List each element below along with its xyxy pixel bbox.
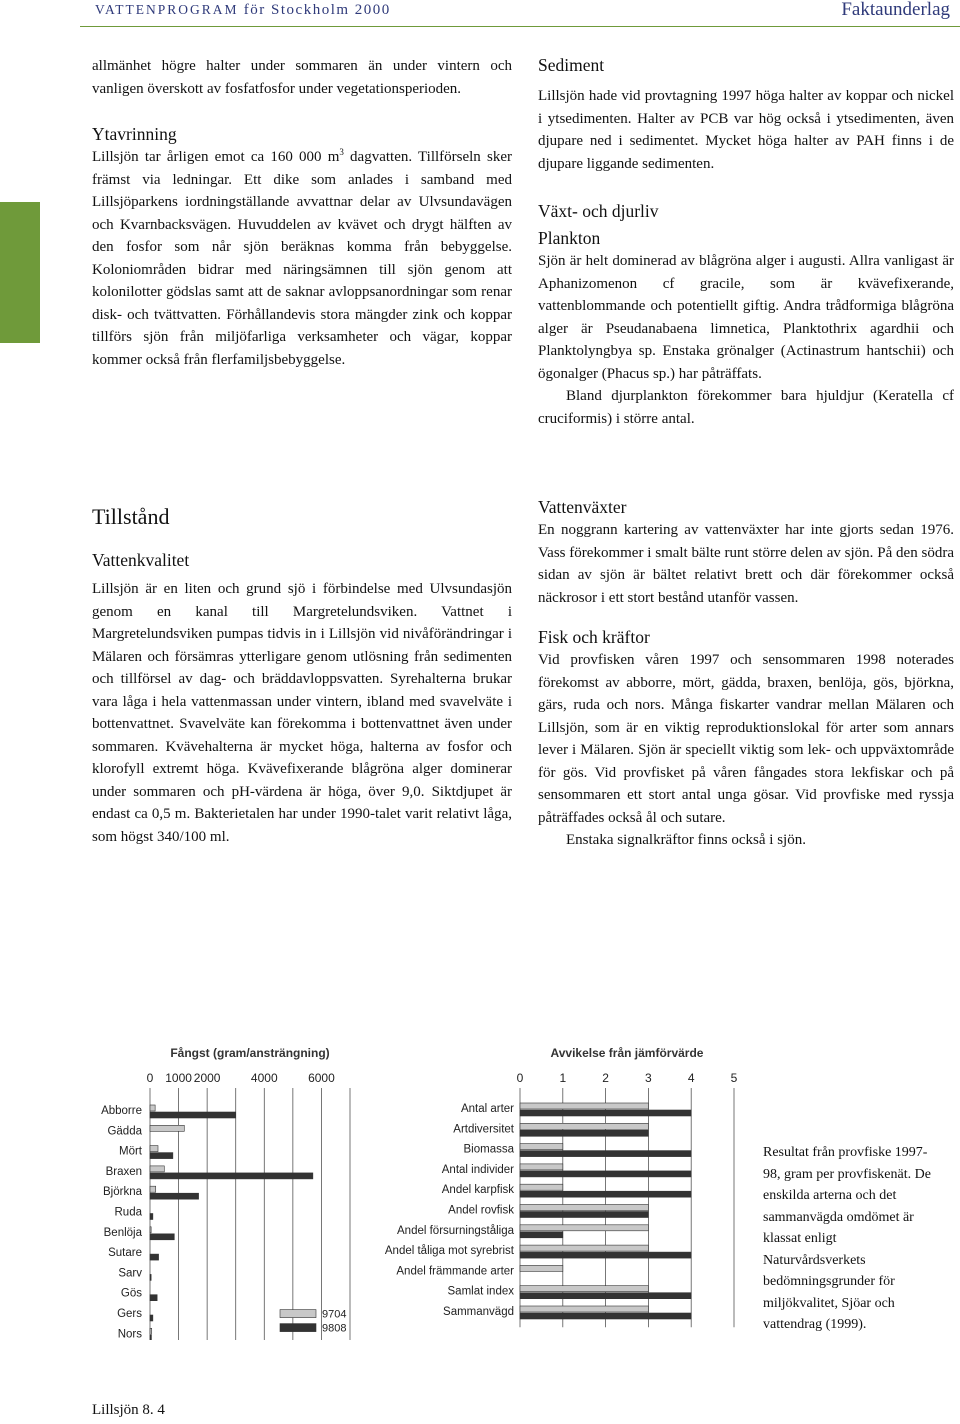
right-column	[538, 53, 954, 430]
category-label: Gädda	[107, 1125, 142, 1138]
tillstand-section	[92, 502, 512, 848]
bar-9704	[150, 1125, 184, 1131]
bar-9808	[150, 1173, 313, 1179]
bar-9704	[520, 1225, 648, 1231]
chart-title: Fångst (gram/ansträngning)	[170, 1046, 330, 1060]
bar-9704	[520, 1144, 563, 1150]
bar-9808	[150, 1214, 153, 1220]
sediment-paragraph: Lillsjön hade vid provtagning 1997 höga halter av koppar och nickel i ytsedimenten. Halter av PCB var hög också i ytsedimenten, även djupare ned i sedimentet. Mycket höga halter av PAH finns i de djupare liggande sedimenten.	[538, 88, 954, 172]
category-label: Artdiversitet	[453, 1123, 514, 1136]
category-label: Andel rovfisk	[448, 1204, 514, 1217]
vattenvaxter-paragraph: En noggrann kartering av vattenväxter har inte gjorts sedan 1976. Vass förekommer i smalt bälte runt större delen av sjön. På den södra sidan av sjön är bältet relativt brett och där förekommer också näckrosor i ett stort bestånd utanför vassen.	[538, 522, 954, 606]
tick-label: 2000	[193, 1071, 221, 1085]
bar-9704	[150, 1105, 155, 1111]
tick-label: 0	[516, 1071, 524, 1085]
bar-9704	[150, 1328, 152, 1334]
sediment-heading: Sediment	[538, 55, 605, 75]
bar-9808	[150, 1315, 153, 1321]
category-label: Gers	[117, 1308, 142, 1320]
bar-9808	[150, 1295, 157, 1301]
bar-9808	[520, 1171, 691, 1177]
vattenkvalitet-paragraph: Lillsjön är en liten och grund sjö i förbindelse med Ulvsundasjön genom en kanal till Margretelundsviken. Vattnet i Margretelundsviken pumpas tidvis in i Lillsjön vid nivåförändringar i Mälaren och försämras ytterligare genom utlösning från sedimenten och tillförsel av dag- och bräddavloppsvatten. Syrehalterna brukar vara låga i hela vattenmassan under vintern, ibland med svavelväte i bottenvattnet. Svavelväte kan förekomma i bottenvattnet även under sommaren. Kvävehalterna är mycket höga, halterna av fosfor och klorofyll extremt höga. Kvävefixerande blågröna alger dominerar under sommaren och pH-värdena är höga, över 9,0. Siktdjupet är endast ca 0,5 m. Bakterietalen har under 1990-talet varit relativt låga, som högst 340/100 ml.	[92, 581, 512, 845]
plankton-heading: Plankton	[538, 228, 601, 248]
avvikelse-chart	[360, 1040, 750, 1340]
fisk-paragraph: Vid provfisken våren 1997 och sensommaren 1998 noterades förekomst av abborre, mört, gädda, braxen, benlöja, gös, björkna, gärs, ruda och nors. Många fiskarter vandrar mellan Mälaren och Lillsjön, som är en viktig reproduktionslokal för arter som annars lever i Mälaren. Sjön är speciellt viktig som lek- och uppväxtområde för gös. Vid provfisket på våren fångades stora lekfiskar och på sensommaren ett stort antal unga gösar. Vid provfiske med ryssja påträffades också ål och sutare.	[538, 652, 954, 826]
bar-9808	[150, 1254, 159, 1260]
ytavrinning-paragraph	[92, 146, 512, 371]
tick-label: 4000	[250, 1071, 278, 1085]
djurplankton-paragraph: Bland djurplankton förekommer bara hjuldjur (Keratella cf cruciformis) i större antal.	[538, 388, 954, 427]
legend-swatch	[280, 1310, 316, 1318]
category-label: Nors	[117, 1328, 142, 1340]
vaxt-djurliv-heading: Växt- och djurliv	[538, 201, 659, 221]
program-subtitle: för Stockholm 2000	[243, 2, 391, 18]
tick-label: 1	[559, 1071, 567, 1085]
category-label: Antal arter	[460, 1103, 514, 1115]
legend-label: 9704	[322, 1308, 347, 1321]
tick-label: 4	[687, 1071, 695, 1085]
category-label: Sutare	[108, 1247, 142, 1260]
category-label: Gös	[120, 1287, 142, 1300]
tick-label: 5	[730, 1071, 738, 1085]
bar-9704	[520, 1184, 563, 1190]
ytavrinning-text-a: Lillsjön tar årligen emot ca 160 000 m	[92, 149, 340, 165]
category-label: Sammanvägd	[443, 1306, 514, 1318]
bar-9704	[520, 1164, 563, 1170]
legend-swatch	[280, 1324, 316, 1332]
bar-9704	[520, 1123, 648, 1129]
category-label: Andel främmande arter	[396, 1265, 514, 1278]
category-label: Andel karpfisk	[441, 1184, 514, 1197]
category-label: Benlöja	[103, 1226, 142, 1239]
fisk-heading: Fisk och kräftor	[538, 627, 650, 647]
ytavrinning-heading: Ytavrinning	[92, 124, 177, 144]
bar-9808	[520, 1151, 691, 1157]
bar-9808	[520, 1313, 691, 1319]
tick-label: 3	[645, 1071, 652, 1085]
category-label: Ruda	[114, 1206, 142, 1219]
section-tab-marker	[0, 202, 40, 343]
tick-label: 6000	[308, 1071, 335, 1085]
bar-9704	[520, 1286, 648, 1292]
category-label: Biomassa	[463, 1143, 514, 1156]
bar-9808	[520, 1130, 648, 1136]
category-label: Mört	[119, 1145, 142, 1158]
fangst-chart	[88, 1040, 358, 1340]
bar-9808	[150, 1274, 151, 1280]
superscript: 3	[339, 147, 344, 157]
bar-9704	[150, 1146, 158, 1152]
ytavrinning-text-b: dagvatten. Tillförseln sker främst via ledningar. Ett dike som anlades i samband med Lillsjöparkens iordningställande avvattnar delar av Ulvsundavägen och Kvarnbacksvägen. Huvuddelen av kvävet och drygt hälften av den fosfor som når sjön beräknas komma från bebyggelse. Koloniområden bidrar med näringsämnen till sjön genom att kolonilotter gödslas samt att de saknar avloppsanordningar som renar disk- och tvättvatten. Förhållandevis stora mängder zink och koppar tillförs sjön från miljöfarliga verksamheter och vägar, koppar kommer också från flerfamiljsbebyggelse.	[92, 149, 512, 368]
plankton-paragraph: Sjön är helt dominerad av blågröna alger i augusti. Allra vanligast är Aphanizomenon cf gracile, som är kvävefixerande, vattenblommande och potentiellt giftig. Andra trådformiga blågröna alger är Pseudanabaena limnetica, Planktothrix agardhii och Planktolyngbya sp. Enstaka grönalger (Actinastrum hantschii) och ögonalger (Phacus sp.) har påträffats.	[538, 253, 954, 382]
bar-9808	[150, 1153, 173, 1159]
bar-9808	[150, 1112, 236, 1118]
bar-9704	[520, 1103, 648, 1109]
chart-title: Avvikelse från jämförvärde	[550, 1046, 704, 1060]
program-name: VATTENPROGRAM	[95, 2, 239, 17]
tillstand-heading: Tillstånd	[92, 504, 170, 529]
program-title	[95, 2, 391, 19]
bar-9808	[150, 1234, 174, 1240]
left-column	[92, 55, 512, 371]
bar-9808	[520, 1110, 691, 1116]
tick-label: 0	[146, 1071, 154, 1085]
right-column-lower	[538, 495, 954, 852]
category-label: Antal individer	[441, 1163, 514, 1176]
bar-9704	[520, 1265, 563, 1271]
bar-9808	[520, 1293, 691, 1299]
category-label: Abborre	[101, 1105, 142, 1117]
bar-9808	[520, 1191, 691, 1197]
bar-9808	[520, 1212, 648, 1218]
bar-9704	[520, 1306, 648, 1312]
section-label: Faktaunderlag	[841, 0, 950, 20]
bar-9704	[150, 1186, 156, 1192]
page-footer: Lillsjön 8. 4	[92, 1402, 165, 1418]
bar-9808	[520, 1252, 691, 1258]
category-label: Andel försurningståliga	[397, 1224, 514, 1237]
intro-paragraph: allmänhet högre halter under sommaren än under vintern och vanligen överskott av fosfatfosfor under vegetationsperioden.	[92, 58, 512, 97]
bar-9808	[520, 1232, 563, 1238]
bar-9704	[520, 1245, 648, 1251]
vattenvaxter-heading: Vattenväxter	[538, 497, 627, 517]
tick-label: 2	[602, 1071, 609, 1085]
category-label: Sarv	[118, 1267, 142, 1280]
bar-9808	[150, 1335, 151, 1340]
tick-label: 1000	[165, 1071, 192, 1085]
category-label: Andel tåliga mot syrebrist	[384, 1245, 514, 1258]
signalkraftor-paragraph: Enstaka signalkräftor finns också i sjön.	[566, 832, 806, 848]
bar-9704	[150, 1227, 151, 1233]
vattenkvalitet-heading: Vattenkvalitet	[92, 550, 190, 570]
chart-caption: Resultat från provfiske 1997-98, gram per provfiskenät. De enskilda arterna och det sammanvägda omdömet är klassat enligt Naturvårdsverkets bedömningsgrunder för miljökvalitet, Sjöar och vattendrag (1999).	[763, 1145, 931, 1332]
category-label: Braxen	[105, 1165, 142, 1178]
bar-9808	[150, 1193, 199, 1199]
bar-9704	[520, 1205, 648, 1211]
category-label: Björkna	[103, 1186, 142, 1199]
category-label: Samlat index	[447, 1285, 514, 1298]
bar-9704	[150, 1166, 164, 1172]
legend-label: 9808	[322, 1322, 347, 1335]
